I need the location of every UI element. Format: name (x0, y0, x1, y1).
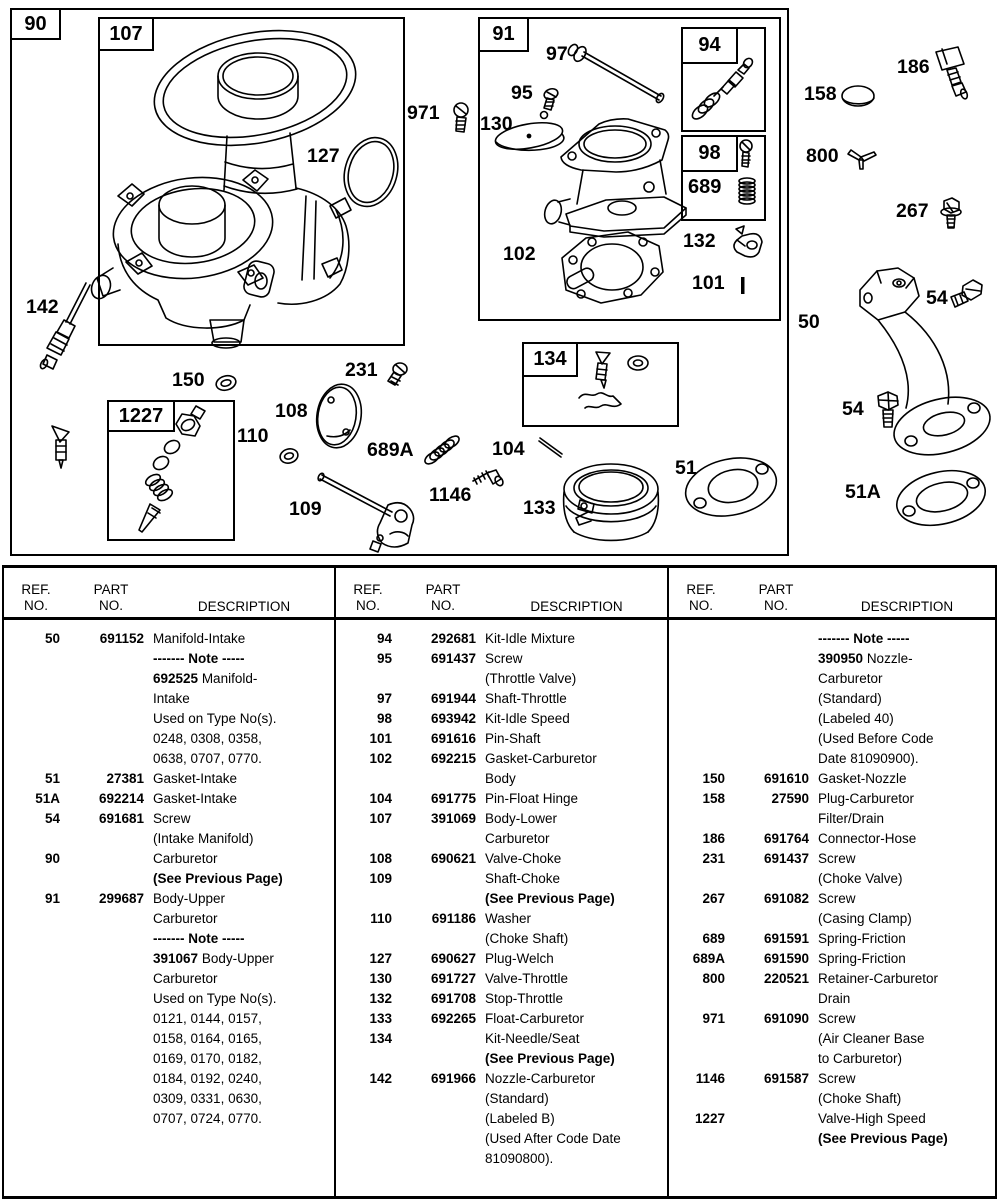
callout-54-top: 54 (926, 287, 948, 309)
table-line: (Casing Clamp) (818, 911, 912, 926)
table-header (336, 568, 667, 620)
screw-971-art (454, 103, 468, 132)
callout-109: 109 (289, 498, 322, 520)
callout-51: 51 (675, 457, 697, 479)
choke-washer-art (278, 447, 299, 465)
callout-54-bottom: 54 (842, 398, 864, 420)
callout-1227: 1227 (107, 400, 175, 432)
table-line: 0248, 0308, 0358, (153, 731, 262, 746)
callout-51A: 51A (845, 481, 881, 503)
table-line: Carburetor (485, 831, 550, 846)
table-line: 101 691616 Pin-Shaft (369, 731, 541, 746)
nozzle-gasket-art (215, 374, 238, 393)
callout-231: 231 (345, 359, 378, 381)
callout-132: 132 (683, 230, 716, 252)
callout-134: 134 (522, 342, 578, 377)
shaft-pin-art (741, 277, 745, 294)
header-ref-no: REF. (21, 582, 51, 597)
callout-130: 130 (480, 113, 513, 135)
callout-689: 689 (688, 176, 722, 198)
table-line: (Standard) (485, 1091, 549, 1106)
table-line: 689A 691590 Spring-Friction (692, 951, 906, 966)
callout-800: 800 (806, 145, 839, 167)
table-line: (Used After Code Date (485, 1131, 621, 1146)
callout-971: 971 (407, 102, 440, 124)
choke-shaft-art (317, 472, 414, 552)
table-line: Used on Type No(s). (153, 991, 277, 1006)
drain-retainer-art (848, 150, 876, 169)
table-line: 102 692215 Gasket-Carburetor (369, 751, 597, 766)
table-header (4, 568, 334, 620)
table-column-2 (336, 568, 669, 1196)
table-line: 267 691082 Screw (702, 891, 856, 906)
table-line: 0121, 0144, 0157, (153, 1011, 262, 1026)
table-line: 1146 691587 Screw (695, 1071, 856, 1086)
table-line: Carburetor (153, 911, 218, 926)
table-line: (Used Before Code (818, 731, 934, 746)
callout-150: 150 (172, 369, 205, 391)
float-needle-art (52, 426, 69, 468)
callout-97: 97 (546, 43, 568, 65)
table-line: 0309, 0331, 0630, (153, 1091, 262, 1106)
table-line: 107 391069 Body-Lower (369, 811, 558, 826)
parts-diagram (0, 0, 1000, 560)
table-line: 0638, 0707, 0770. (153, 751, 262, 766)
table-column-1 (4, 568, 336, 1196)
float-hinge-pin-art (539, 438, 562, 457)
header-description: DESCRIPTION (860, 599, 954, 614)
header-description: DESCRIPTION (197, 599, 291, 614)
header-ref-no2: NO. (355, 598, 380, 613)
callout-94: 94 (681, 27, 738, 64)
table-line: 94 292681 Kit-Idle Mixture (376, 631, 576, 646)
table-line: 130 691727 Valve-Throttle (369, 971, 569, 986)
header-ref-no: REF. (353, 582, 383, 597)
diagram-line-art (0, 0, 1000, 560)
callout-98: 98 (681, 135, 738, 172)
table-line: Used on Type No(s). (153, 711, 277, 726)
table-line: Body (485, 771, 516, 786)
carburetor-plug-art (842, 86, 874, 106)
table-line: Carburetor (818, 671, 883, 686)
header-part-no2: NO. (430, 598, 455, 613)
table-line: 0707, 0724, 0770. (153, 1111, 262, 1126)
table-line: 127 690627 Plug-Welch (369, 951, 554, 966)
table-line: 971 691090 Screw (702, 1011, 856, 1026)
table-line: 54 691681 Screw (44, 811, 191, 826)
table-line: 134 Kit-Needle/Seat (369, 1031, 580, 1046)
header-ref-no: REF. (686, 582, 716, 597)
table-line: 110 691186 Washer (370, 911, 532, 926)
table-line: Filter/Drain (818, 811, 885, 826)
table-line: 95 691437 Screw (376, 651, 523, 666)
callout-101: 101 (692, 272, 725, 294)
callout-127: 127 (307, 145, 340, 167)
table-line: (Labeled B) (485, 1111, 555, 1126)
table-line: (Intake Manifold) (153, 831, 254, 846)
table-line: (Choke Shaft) (485, 931, 569, 946)
table-line: 109 Shaft-Choke (369, 871, 561, 886)
table-line: (Throttle Valve) (485, 671, 577, 686)
callout-95: 95 (511, 82, 533, 104)
header-part-no2: NO. (763, 598, 788, 613)
callout-110: 110 (237, 425, 269, 447)
table-line: 0184, 0192, 0240, (153, 1071, 262, 1086)
callout-186: 186 (897, 56, 930, 78)
table-line: to Carburetor) (818, 1051, 903, 1066)
callout-158: 158 (804, 83, 837, 105)
throttle-stop-art (734, 226, 762, 257)
friction-spring-689A-art (423, 434, 461, 467)
choke-valve-art (312, 381, 365, 451)
table-line: 91 299687 Body-Upper (44, 891, 226, 906)
table-line: (Standard) (818, 691, 882, 706)
table-line: (Choke Shaft) (818, 1091, 902, 1106)
table-line: (Labeled 40) (818, 711, 894, 726)
table-line: Drain (818, 991, 851, 1006)
lower-carburetor-body-art (88, 15, 365, 348)
table-line: 142 691966 Nozzle-Carburetor (369, 1071, 596, 1086)
table-line: Carburetor (153, 971, 218, 986)
table-header (669, 568, 995, 620)
friction-spring-689-art (739, 178, 755, 204)
callout-91: 91 (478, 17, 529, 52)
callout-689A: 689A (367, 439, 414, 461)
idle-speed-screw-art (740, 140, 752, 167)
table-line: 186 691764 Connector-Hose (702, 831, 917, 846)
header-description: DESCRIPTION (530, 599, 623, 614)
screw-95-art (541, 87, 560, 118)
table-line: 0158, 0164, 0165, (153, 1031, 262, 1046)
throttle-shaft-art (566, 43, 665, 104)
header-ref-no2: NO. (23, 598, 48, 613)
table-line: 150 691610 Gasket-Nozzle (702, 771, 907, 786)
table-line: Intake (153, 691, 190, 706)
callout-50: 50 (798, 311, 820, 333)
table-line: ------- Note ----- (153, 931, 245, 946)
screw-267-art (941, 198, 961, 228)
table-line: 1227 Valve-High Speed (694, 1111, 926, 1126)
callout-102: 102 (503, 243, 536, 265)
carburetor-body-gasket-art (562, 232, 663, 303)
table-line: 158 27590 Plug-Carburetor (702, 791, 915, 806)
header-part-no: PART (425, 582, 461, 597)
table-line: 689 691591 Spring-Friction (702, 931, 906, 946)
callout-142: 142 (26, 296, 59, 318)
callout-90: 90 (10, 8, 61, 40)
table-line: 0169, 0170, 0182, (153, 1051, 262, 1066)
table-line: (See Previous Page) (818, 1131, 948, 1146)
table-line: (See Previous Page) (153, 871, 283, 886)
header-part-no: PART (93, 582, 129, 597)
table-column-3 (669, 568, 995, 1196)
table-line: 800 220521 Retainer-Carburetor (702, 971, 939, 986)
header-ref-no2: NO. (688, 598, 713, 613)
table-line: 90 Carburetor (44, 851, 218, 866)
callout-107: 107 (98, 17, 154, 51)
table-line: 692525 Manifold- (153, 671, 258, 686)
table-line: 108 690621 Valve-Choke (369, 851, 562, 866)
intake-gasket-51A-art (891, 463, 990, 534)
table-line: Date 81090900). (818, 751, 919, 766)
table-line: 51 27381 Gasket-Intake (44, 771, 238, 786)
table-line: 391067 Body-Upper (153, 951, 274, 966)
table-line: 133 692265 Float-Carburetor (369, 1011, 585, 1026)
callout-1146: 1146 (429, 484, 472, 506)
callout-133: 133 (523, 497, 556, 519)
callout-104: 104 (492, 438, 525, 460)
high-speed-valve-art (139, 406, 205, 532)
table-line: 104 691775 Pin-Float Hinge (369, 791, 579, 806)
table-line: 50 691152 Manifold-Intake (44, 631, 246, 646)
table-line: (Choke Valve) (818, 871, 903, 886)
table-line: 97 691944 Shaft-Throttle (376, 691, 567, 706)
manifold-screw-bottom-art (878, 392, 898, 427)
table-line: ------- Note ----- (818, 631, 910, 646)
screw-1146-art (473, 470, 505, 487)
table-line: (See Previous Page) (485, 1051, 615, 1066)
table-line: 81090800). (485, 1151, 554, 1166)
float-art (564, 464, 659, 540)
header-part-no: PART (758, 582, 794, 597)
table-line: 231 691437 Screw (702, 851, 856, 866)
table-line: 132 691708 Stop-Throttle (369, 991, 564, 1006)
needle-seat-kit-art (579, 352, 648, 408)
table-line: 51A 692214 Gasket-Intake (35, 791, 238, 806)
hose-connector-art (936, 47, 969, 100)
table-line: (Air Cleaner Base (818, 1031, 925, 1046)
table-line: 98 693942 Kit-Idle Speed (376, 711, 570, 726)
table-line: 390950 Nozzle- (818, 651, 913, 666)
parts-table (2, 565, 997, 1199)
table-line: (See Previous Page) (485, 891, 615, 906)
idle-mixture-kit-art (690, 57, 754, 122)
screw-231-art (388, 363, 407, 385)
callout-267: 267 (896, 200, 929, 222)
header-part-no2: NO. (98, 598, 123, 613)
manifold-screw-top-art (951, 280, 982, 307)
table-line: ------- Note ----- (153, 651, 245, 666)
callout-108: 108 (275, 400, 308, 422)
